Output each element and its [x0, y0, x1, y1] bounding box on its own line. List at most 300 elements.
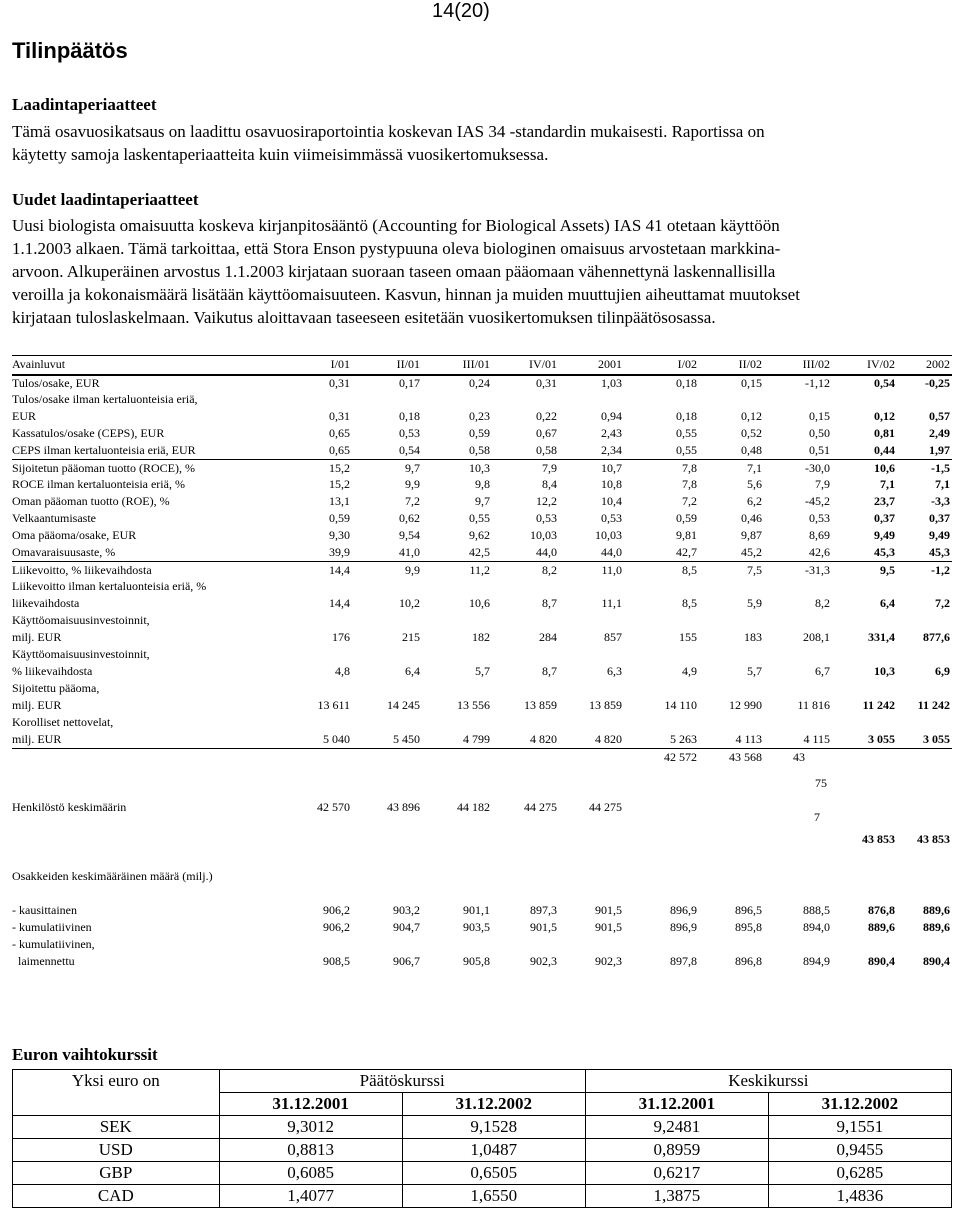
table-row: [12, 391, 952, 425]
personnel-row-2: [12, 831, 952, 848]
value-cell: 23,7: [874, 494, 895, 508]
value-cell: 208,1: [803, 630, 830, 644]
value-cell: 906,7: [393, 954, 420, 968]
value-cell: 7,1: [935, 477, 950, 491]
value-cell: 890,4: [923, 954, 950, 968]
value-cell: 0,22: [536, 409, 557, 423]
value-cell: 889,6: [923, 903, 950, 917]
value-cell: 45,3: [874, 545, 895, 559]
row-label: CEPS ilman kertaluonteisia eriä, EUR: [12, 443, 196, 457]
value-cell: -30,0: [805, 461, 830, 475]
value-cell: 9,7: [475, 494, 490, 508]
value-cell: 896,9: [670, 903, 697, 917]
value-cell: 44 275: [524, 800, 557, 814]
value-cell: 0,12: [874, 409, 895, 423]
value-cell: 39,9: [329, 545, 350, 559]
row-label: Liikevoitto ilman kertaluonteisia eriä, %: [12, 579, 207, 593]
row-label: Korolliset nettovelat,: [12, 715, 114, 729]
value-cell: -31,3: [805, 563, 830, 577]
value-cell: 0,48: [741, 443, 762, 457]
section-heading-new-principles: Uudet laadintaperiaatteet: [12, 190, 199, 209]
column-header: IV/02: [867, 357, 895, 371]
row-label: Velkaantumisaste: [12, 511, 96, 525]
value-cell: 1,03: [601, 376, 622, 390]
value-cell: 7,9: [815, 477, 830, 491]
value-cell: 0,37: [929, 511, 950, 525]
text-line: veroilla ja kokonaismäärä lisätään käyttöomaisuuteen. Kasvun, hinnan ja muiden muuttujien aiheuttamat muutokset: [12, 285, 800, 304]
currency-table: [12, 1069, 952, 1208]
rate-cell: 1,4836: [768, 1185, 951, 1208]
value-cell: 41,0: [399, 545, 420, 559]
value-cell: 75: [815, 776, 827, 790]
accounting-principles-text: [12, 120, 952, 166]
value-cell: 0,62: [399, 511, 420, 525]
value-cell: 906,2: [323, 920, 350, 934]
value-cell: 890,4: [868, 954, 895, 968]
value-cell: 6,7: [815, 664, 830, 678]
value-cell: 2,49: [929, 426, 950, 440]
value-cell: 7,2: [405, 494, 420, 508]
value-cell: 7,5: [747, 563, 762, 577]
value-cell: 182: [472, 630, 490, 644]
value-cell: 9,8: [475, 477, 490, 491]
value-cell: 6,9: [935, 664, 950, 678]
value-cell: 44 275: [589, 800, 622, 814]
value-cell: 11 816: [797, 698, 830, 712]
text-line: Uusi biologista omaisuutta koskeva kirjanpitosääntö (Accounting for Biological Assets) IAS 41 otetaan käyttöön: [12, 216, 780, 235]
value-cell: -1,2: [931, 563, 950, 577]
value-cell: 0,53: [809, 511, 830, 525]
value-cell: 6,4: [405, 664, 420, 678]
value-cell: 0,17: [399, 376, 420, 390]
value-cell: 897,3: [530, 903, 557, 917]
value-cell: 896,5: [735, 903, 762, 917]
rate-cell: 0,6085: [219, 1162, 402, 1185]
row-label: milj. EUR: [12, 630, 62, 644]
share-row: [12, 919, 952, 936]
row-label: ROCE ilman kertaluonteisia eriä, %: [12, 477, 185, 491]
column-header: I/02: [677, 357, 697, 371]
rate-cell: 9,3012: [219, 1116, 402, 1139]
value-cell: 5,7: [747, 664, 762, 678]
value-cell: 4 820: [530, 732, 557, 746]
section-heading-accounting-principles: Laadintaperiaatteet: [12, 95, 157, 114]
value-cell: 42,7: [676, 545, 697, 559]
value-cell: 0,31: [536, 376, 557, 390]
value-cell: 0,31: [329, 376, 350, 390]
value-cell: 8,69: [809, 528, 830, 542]
currency-code: SEK: [13, 1116, 220, 1139]
value-cell: 9,87: [741, 528, 762, 542]
value-cell: 0,55: [676, 426, 697, 440]
value-cell: -1,5: [931, 461, 950, 475]
value-cell: -0,25: [925, 376, 950, 390]
value-cell: 14,4: [329, 563, 350, 577]
value-cell: 10,4: [601, 494, 622, 508]
row-label: - kausittainen: [12, 903, 77, 917]
row-label: Omavaraisuusaste, %: [12, 545, 116, 559]
value-cell: 0,31: [329, 409, 350, 423]
value-cell: 176: [332, 630, 350, 644]
date-cell: 31.12.2002: [768, 1093, 951, 1116]
text-line: Tämä osavuosikatsaus on laadittu osavuosiraportointia koskevan IAS 34 -standardin mukaisesti. Raportissa on: [12, 122, 765, 141]
value-cell: 0,59: [329, 511, 350, 525]
table-row: [12, 561, 952, 579]
value-cell: 905,8: [463, 954, 490, 968]
value-cell: 0,53: [601, 511, 622, 525]
value-cell: 43 853: [917, 832, 950, 846]
row-label: Sijoitettu pääoma,: [12, 681, 100, 695]
value-cell: 0,18: [399, 409, 420, 423]
value-cell: 0,23: [469, 409, 490, 423]
value-cell: 10,7: [601, 461, 622, 475]
value-cell: 906,2: [323, 903, 350, 917]
value-cell: 9,9: [405, 563, 420, 577]
text-line: kirjataan tuloslaskelmaan. Vaikutus aloittavaan taseeseen esitetään vuosikertomuksen tilinpäätösosassa.: [12, 308, 716, 327]
value-cell: 284: [539, 630, 557, 644]
row-label: Tulos/osake ilman kertaluonteisia eriä,: [12, 392, 198, 406]
currency-code: CAD: [13, 1185, 220, 1208]
value-cell: 889,6: [868, 920, 895, 934]
value-cell: 42,6: [809, 545, 830, 559]
value-cell: 0,59: [676, 511, 697, 525]
extra-row: [12, 748, 952, 766]
rate-cell: 9,1528: [402, 1116, 585, 1139]
value-cell: 183: [744, 630, 762, 644]
value-cell: 0,51: [809, 443, 830, 457]
value-cell: 0,54: [399, 443, 420, 457]
value-cell: 43 568: [729, 750, 762, 764]
value-cell: 9,7: [405, 461, 420, 475]
value-cell: 9,81: [676, 528, 697, 542]
value-cell: 0,54: [874, 376, 895, 390]
row-label: Tulos/osake, EUR: [12, 376, 100, 390]
page-title: Tilinpäätös: [12, 38, 128, 63]
value-cell: 5 040: [323, 732, 350, 746]
value-cell: 8,2: [815, 596, 830, 610]
value-cell: 9,62: [469, 528, 490, 542]
value-cell: 0,53: [399, 426, 420, 440]
value-cell: 10,6: [874, 461, 895, 475]
value-cell: 0,53: [536, 511, 557, 525]
rate-cell: 1,6550: [402, 1185, 585, 1208]
value-cell: 10,8: [601, 477, 622, 491]
value-cell: 0,44: [874, 443, 895, 457]
value-cell: 10,3: [874, 664, 895, 678]
value-cell: 0,59: [469, 426, 490, 440]
rate-cell: 0,6505: [402, 1162, 585, 1185]
value-cell: 904,7: [393, 920, 420, 934]
currency-code: GBP: [13, 1162, 220, 1185]
value-cell: 10,03: [595, 528, 622, 542]
value-cell: 0,57: [929, 409, 950, 423]
value-cell: 0,15: [741, 376, 762, 390]
value-cell: 901,1: [463, 903, 490, 917]
value-cell: 877,6: [923, 630, 950, 644]
value-cell: 331,4: [868, 630, 895, 644]
value-cell: 0,55: [676, 443, 697, 457]
value-cell: 45,3: [929, 545, 950, 559]
row-label: Käyttöomaisuusinvestoinnit,: [12, 613, 150, 627]
value-cell: 8,4: [542, 477, 557, 491]
value-cell: 10,3: [469, 461, 490, 475]
value-cell: -45,2: [805, 494, 830, 508]
rate-cell: 0,9455: [768, 1139, 951, 1162]
value-cell: 4 113: [735, 732, 762, 746]
table-row: [12, 646, 952, 680]
value-cell: 9,49: [874, 528, 895, 542]
table-row: [12, 612, 952, 646]
row-label: Kassatulos/osake (CEPS), EUR: [12, 426, 165, 440]
rate-cell: 0,6217: [585, 1162, 768, 1185]
value-cell: 12,2: [536, 494, 557, 508]
date-cell: 31.12.2001: [585, 1093, 768, 1116]
value-cell: 5 450: [393, 732, 420, 746]
value-cell: 11,0: [601, 563, 622, 577]
text-line: käytetty samoja laskentaperiaatteita kuin viimeisimmässä vuosikertomuksessa.: [12, 145, 549, 164]
rate-cell: 0,8959: [585, 1139, 768, 1162]
row-label: - kumulatiivinen,: [12, 937, 95, 951]
value-cell: 903,5: [463, 920, 490, 934]
currency-code: USD: [13, 1139, 220, 1162]
table-header-row: [12, 355, 952, 376]
value-cell: 0,12: [741, 409, 762, 423]
row-label: milj. EUR: [12, 732, 62, 746]
value-cell: 2,34: [601, 443, 622, 457]
value-cell: 0,55: [469, 511, 490, 525]
value-cell: 0,24: [469, 376, 490, 390]
value-cell: 13 859: [589, 698, 622, 712]
rate-cell: 1,3875: [585, 1185, 768, 1208]
value-cell: 3 055: [868, 732, 895, 746]
value-cell: 10,6: [469, 596, 490, 610]
share-row: [12, 902, 952, 919]
value-cell: -1,12: [805, 376, 830, 390]
value-cell: 9,5: [880, 563, 895, 577]
value-cell: 4,9: [682, 664, 697, 678]
table-row: [12, 510, 952, 527]
group-header-average: Keskikurssi: [585, 1070, 951, 1093]
value-cell: 5,6: [747, 477, 762, 491]
value-cell: 11,1: [601, 596, 622, 610]
value-cell: 45,2: [741, 545, 762, 559]
rate-cell: 9,1551: [768, 1116, 951, 1139]
value-cell: 12 990: [729, 698, 762, 712]
rate-cell: 1,0487: [402, 1139, 585, 1162]
value-cell: 155: [679, 630, 697, 644]
table-row: [12, 493, 952, 510]
value-cell: 43 853: [862, 832, 895, 846]
row-label: Liikevoitto, % liikevaihdosta: [12, 563, 152, 577]
value-cell: 14,4: [329, 596, 350, 610]
value-cell: 5,7: [475, 664, 490, 678]
personnel-row: [12, 775, 952, 831]
row-label: milj. EUR: [12, 698, 62, 712]
rate-cell: 0,6285: [768, 1162, 951, 1185]
value-cell: 901,5: [530, 920, 557, 934]
value-cell: 9,30: [329, 528, 350, 542]
table-row: [12, 578, 952, 612]
value-cell: 6,4: [880, 596, 895, 610]
column-header: IV/01: [529, 357, 557, 371]
share-row: [12, 936, 952, 970]
value-cell: 7: [814, 810, 820, 824]
currency-header-row: [13, 1070, 952, 1093]
currency-row-gbp: [13, 1162, 952, 1185]
value-cell: 7,9: [542, 461, 557, 475]
value-cell: 14 110: [664, 698, 697, 712]
value-cell: 902,3: [595, 954, 622, 968]
page-number: 14(20): [432, 0, 490, 22]
value-cell: 7,8: [682, 461, 697, 475]
value-cell: 8,7: [542, 664, 557, 678]
value-cell: 903,2: [393, 903, 420, 917]
value-cell: 5,9: [747, 596, 762, 610]
value-cell: 897,8: [670, 954, 697, 968]
key-figures-table: [12, 355, 952, 970]
currency-title: Euron vaihtokurssit: [12, 1045, 158, 1064]
value-cell: 14 245: [387, 698, 420, 712]
currency-row-usd: [13, 1139, 952, 1162]
currency-row-sek: [13, 1116, 952, 1139]
value-cell: 895,8: [735, 920, 762, 934]
value-cell: 0,46: [741, 511, 762, 525]
column-header: 2002: [926, 357, 950, 371]
row-label: Käyttöomaisuusinvestoinnit,: [12, 647, 150, 661]
column-header: Avainluvut: [12, 357, 66, 371]
value-cell: 0,37: [874, 511, 895, 525]
value-cell: 44 182: [457, 800, 490, 814]
table-row: [12, 476, 952, 493]
value-cell: 0,58: [536, 443, 557, 457]
value-cell: 13 556: [457, 698, 490, 712]
value-cell: 6,3: [607, 664, 622, 678]
value-cell: 896,8: [735, 954, 762, 968]
value-cell: 42 570: [317, 800, 350, 814]
value-cell: 15,2: [329, 477, 350, 491]
text-line: arvoon. Alkuperäinen arvostus 1.1.2003 kirjataan suoraan taseen omaan pääomaan vähennettynä laskennallisilla: [12, 262, 776, 281]
rate-cell: 9,2481: [585, 1116, 768, 1139]
row-label: EUR: [12, 409, 36, 423]
value-cell: 215: [402, 630, 420, 644]
value-cell: 10,03: [530, 528, 557, 542]
value-cell: 7,1: [747, 461, 762, 475]
value-cell: 0,50: [809, 426, 830, 440]
value-cell: 9,54: [399, 528, 420, 542]
value-cell: 876,8: [868, 903, 895, 917]
value-cell: 0,94: [601, 409, 622, 423]
value-cell: 43: [793, 750, 805, 764]
value-cell: 3 055: [923, 732, 950, 746]
value-cell: 894,9: [803, 954, 830, 968]
value-cell: 894,0: [803, 920, 830, 934]
column-header: III/02: [802, 357, 830, 371]
value-cell: 0,18: [676, 376, 697, 390]
column-header: 2001: [598, 357, 622, 371]
value-cell: 889,6: [923, 920, 950, 934]
date-cell: 31.12.2001: [219, 1093, 402, 1116]
value-cell: 0,15: [809, 409, 830, 423]
value-cell: 901,5: [595, 920, 622, 934]
value-cell: 4,8: [335, 664, 350, 678]
table-row: [12, 425, 952, 442]
value-cell: 0,65: [329, 443, 350, 457]
row-label: - kumulatiivinen: [12, 920, 92, 934]
value-cell: 0,67: [536, 426, 557, 440]
value-cell: 44,0: [536, 545, 557, 559]
table-row: [12, 442, 952, 459]
table-row: [12, 374, 952, 392]
value-cell: 44,0: [601, 545, 622, 559]
row-label: Henkilöstö keskimäärin: [12, 800, 127, 814]
value-cell: 43 896: [387, 800, 420, 814]
row-label: Osakkeiden keskimääräinen määrä (milj.): [12, 869, 213, 883]
column-header: I/01: [330, 357, 350, 371]
table-row: [12, 680, 952, 714]
value-cell: 7,2: [935, 596, 950, 610]
table-row: [12, 459, 952, 477]
value-cell: 8,7: [542, 596, 557, 610]
value-cell: 1,97: [929, 443, 950, 457]
value-cell: 8,5: [682, 563, 697, 577]
column-header: II/01: [396, 357, 420, 371]
value-cell: 4 799: [463, 732, 490, 746]
empty-cell: [13, 1093, 220, 1116]
currency-row-cad: [13, 1185, 952, 1208]
row-label: Sijoitetun pääoman tuotto (ROCE), %: [12, 461, 195, 475]
value-cell: 4 115: [803, 732, 830, 746]
value-cell: 6,2: [747, 494, 762, 508]
value-cell: 13 859: [524, 698, 557, 712]
value-cell: 8,2: [542, 563, 557, 577]
row-label: Oma pääoma/osake, EUR: [12, 528, 137, 542]
row-label: % liikevaihdosta: [12, 664, 93, 678]
new-principles-text: [12, 214, 957, 329]
value-cell: 10,2: [399, 596, 420, 610]
value-cell: 857: [604, 630, 622, 644]
value-cell: 0,65: [329, 426, 350, 440]
column-header: II/02: [738, 357, 762, 371]
table-row: [12, 714, 952, 748]
value-cell: 42 572: [664, 750, 697, 764]
shares-label-row: [12, 868, 952, 885]
value-cell: 9,49: [929, 528, 950, 542]
value-cell: 11,2: [469, 563, 490, 577]
value-cell: 902,3: [530, 954, 557, 968]
value-cell: 42,5: [469, 545, 490, 559]
value-cell: 13 611: [317, 698, 350, 712]
col-header: Yksi euro on: [13, 1070, 220, 1093]
value-cell: 11 242: [917, 698, 950, 712]
value-cell: 7,8: [682, 477, 697, 491]
column-header: III/01: [462, 357, 490, 371]
value-cell: -3,3: [931, 494, 950, 508]
table-row: [12, 527, 952, 544]
value-cell: 0,81: [874, 426, 895, 440]
value-cell: 901,5: [595, 903, 622, 917]
text-line: 1.1.2003 alkaen. Tämä tarkoittaa, että Stora Enson pystypuuna oleva biologinen omaisuus arvostetaan markkina-: [12, 239, 781, 258]
value-cell: 0,52: [741, 426, 762, 440]
value-cell: 13,1: [329, 494, 350, 508]
date-cell: 31.12.2002: [402, 1093, 585, 1116]
row-label: Oman pääoman tuotto (ROE), %: [12, 494, 170, 508]
value-cell: 888,5: [803, 903, 830, 917]
value-cell: 15,2: [329, 461, 350, 475]
value-cell: 9,9: [405, 477, 420, 491]
value-cell: 11 242: [862, 698, 895, 712]
value-cell: 0,58: [469, 443, 490, 457]
value-cell: 2,43: [601, 426, 622, 440]
